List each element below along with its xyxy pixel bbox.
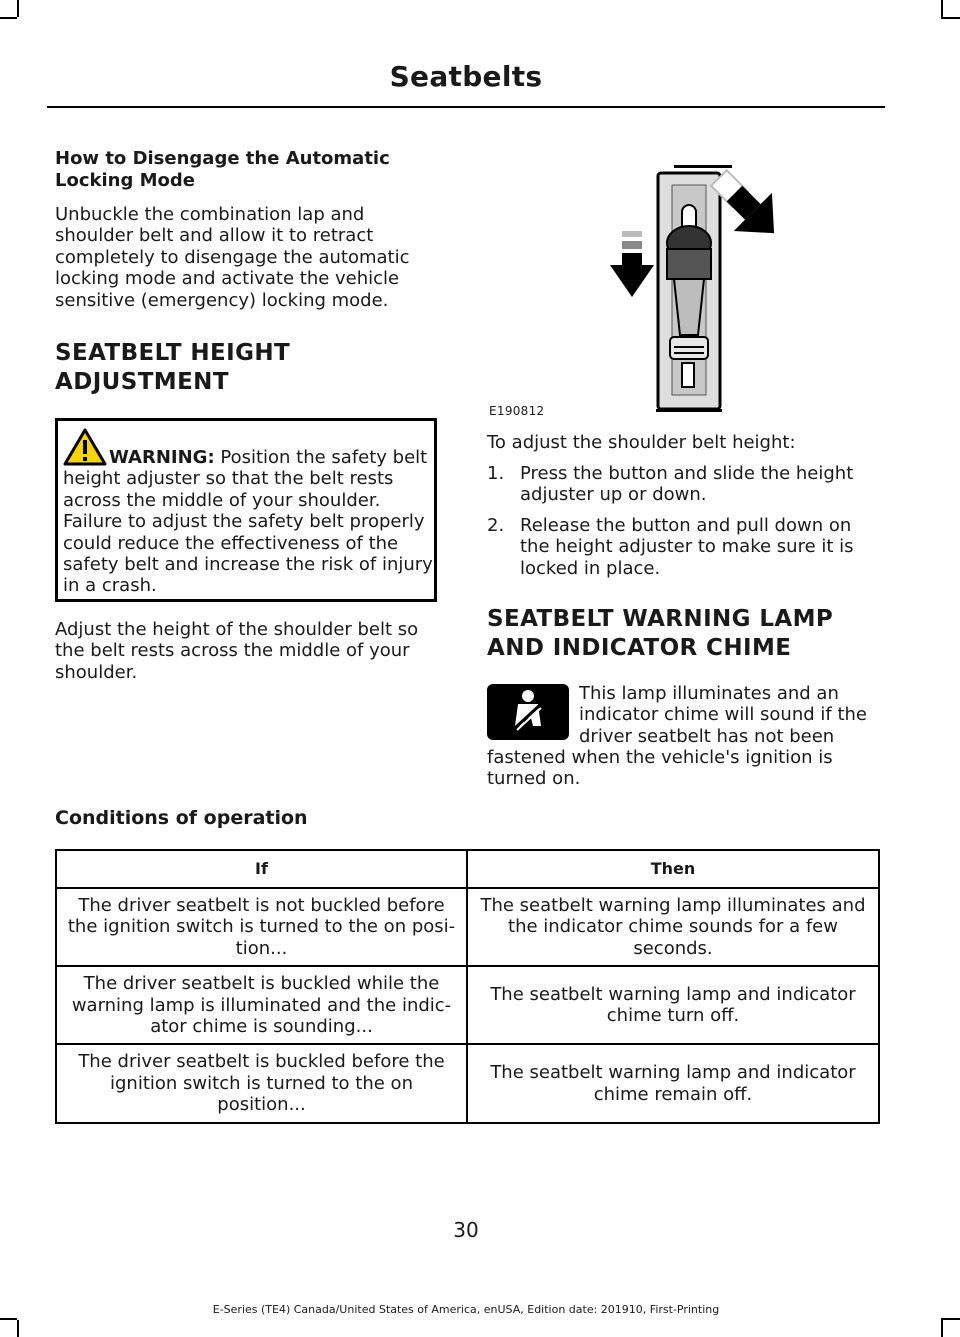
height-adjuster-illustration: [460, 155, 880, 417]
table-row: [56, 966, 879, 1044]
crop-mark: [941, 1320, 943, 1337]
adjust-paragraph: Adjust the height of the shoulder belt so the belt rests across the middle of your shoulder.: [55, 619, 419, 683]
table-header-row: [56, 850, 879, 888]
table-cell: The seatbelt warning lamp and indicator chime remain off.: [467, 1044, 879, 1122]
page-header-title: Seatbelts: [389, 60, 543, 93]
table-cell: The seatbelt warning lamp illuminates and the indicator chime sounds for a few seconds.: [467, 888, 879, 966]
crop-mark: [941, 17, 960, 19]
crop-mark: [941, 1318, 960, 1320]
crop-mark: [0, 17, 17, 19]
crop-mark: [17, 1320, 19, 1337]
figure-id: E190812: [489, 404, 545, 418]
warning-label: WARNING:: [109, 447, 215, 468]
steps-intro: To adjust the shoulder belt height:: [487, 432, 796, 453]
warning-lamp-heading: SEATBELT WARNING LAMP AND INDICATOR CHIME: [487, 606, 834, 661]
header-rule: [47, 106, 885, 108]
column-header-if: If: [56, 850, 467, 888]
lamp-paragraph-full: fastened when the vehicle's ignition is turned on.: [487, 747, 833, 790]
intro-paragraph: Unbuckle the combination lap and shoulder belt and allow it to retract completely to disengage the automatic locking mode and activate the vehicle sensitive (emergency) locking mode.: [55, 204, 410, 311]
table-cell: The driver seatbelt is not buckled before the ignition switch is turned to the on posi- tion...: [56, 888, 467, 966]
footer-text: E-Series (TE4) Canada/United States of America, enUSA, Edition date: 201910, First-Printing: [212, 1303, 720, 1316]
height-adjustment-heading: SEATBELT HEIGHT ADJUSTMENT: [55, 340, 291, 395]
table-row: [56, 1044, 879, 1122]
warning-text: WARNING: Position the safety belt height adjuster so that the belt rests across the middle of your shoulder. Failure to adjust the safety belt properly could reduce the effectiveness of the safety belt and increase the risk of injury in a crash.: [63, 447, 433, 597]
crop-mark: [0, 1318, 17, 1320]
seatbelt-lamp-icon: [487, 684, 569, 740]
conditions-heading: Conditions of operation: [55, 807, 308, 829]
column-header-then: Then: [467, 850, 879, 888]
table-cell: The driver seatbelt is buckled before the ignition switch is turned to the on position...: [56, 1044, 467, 1122]
table-row: [56, 888, 879, 966]
list-item: 2. Release the button and pull down on the height adjuster to make sure it is locked in place.: [487, 514, 854, 579]
crop-mark: [17, 0, 19, 17]
steps-list: [487, 463, 887, 579]
page-number: 30: [453, 1218, 479, 1242]
lamp-paragraph-short: This lamp illuminates and an indicator chime will sound if the driver seatbelt has not been: [579, 683, 867, 747]
section-heading: How to Disengage the Automatic Locking Mode: [55, 148, 390, 191]
crop-mark: [941, 0, 943, 17]
table-cell: The driver seatbelt is buckled while the warning lamp is illuminated and the indic- ator chime is sounding...: [56, 966, 467, 1044]
conditions-table: [55, 849, 880, 1124]
list-item: 1. Press the button and slide the height adjuster up or down.: [487, 463, 854, 506]
table-cell: The seatbelt warning lamp and indicator chime turn off.: [467, 966, 879, 1044]
